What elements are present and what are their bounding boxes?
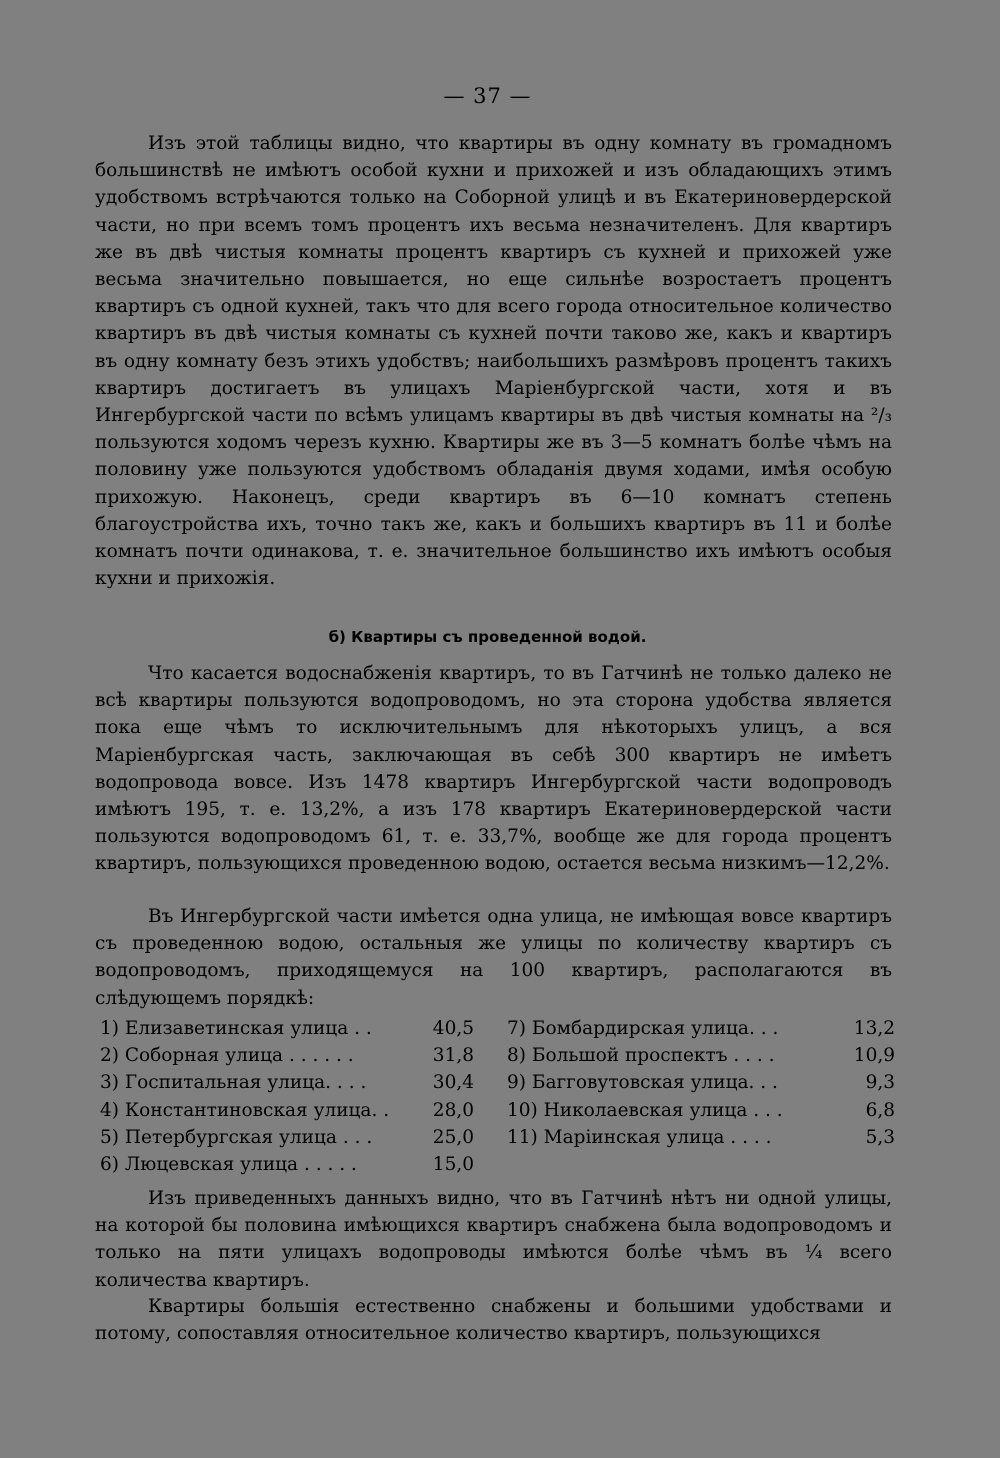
street-name: 4) Константиновская улица. .: [100, 1099, 390, 1121]
street-value: 31,8: [432, 1045, 474, 1067]
street-name: 5) Петербургская улица . . .: [100, 1126, 373, 1148]
paragraph-large-apartments: Квартиры большія естественно снабжены и большими удобствами и потому, сопоставляя относительное количество квартиръ, пользующихся: [95, 1296, 892, 1345]
paragraph-conclusion: Изъ приведенныхъ данныхъ видно, что въ Гатчинѣ нѣтъ ни одной улицы, на которой бы половина имѣющихся квартиръ снабжена была водопроводомъ и только на пяти улицахъ водопроводы имѣются болѣе чѣмъ въ ¼ всего количества квартиръ.: [95, 1188, 892, 1291]
street-value: 10,9: [853, 1045, 895, 1067]
street-name: 7) Бомбардирская улица. . .: [507, 1018, 779, 1039]
street-name: 6) Люцевская улица . . . . .: [100, 1154, 357, 1176]
list-item: [507, 1124, 895, 1151]
street-value: 28,0: [432, 1099, 474, 1121]
list-item: [100, 1042, 474, 1069]
street-name: 8) Большой проспектъ . . . .: [507, 1045, 775, 1067]
paragraph-street-ranking-intro: Въ Ингербургской части имѣется одна улица, не имѣющая вовсе квартиръ съ проведенною водою, остальныя же улицы по количеству квартиръ съ водопроводомъ, приходящемуся на 100 квартиръ, располагаются въ слѣдующемъ порядкѣ:: [95, 906, 892, 1009]
list-item: [507, 1097, 895, 1124]
list-item: [100, 1069, 474, 1096]
street-list-right-column: [507, 1015, 895, 1151]
street-value: 9,3: [865, 1072, 895, 1094]
list-item: [507, 1069, 895, 1096]
street-value: 6,8: [865, 1099, 895, 1121]
street-value: 25,0: [432, 1126, 474, 1148]
street-name: 2) Соборная улица . . . . . .: [100, 1045, 354, 1067]
section-heading: б) Квартиры съ проведенной водой.: [328, 628, 647, 646]
paragraph-water-supply: Что касается водоснабженія квартиръ, то въ Гатчинѣ не только далеко не всѣ квартиры пользуются водопроводомъ, но эта сторона удобства является пока еще чѣмъ то исключительнымъ для нѣкоторыхъ улицъ, а вся Маріенбургская часть, заключающая въ себѣ 300 квартиръ не имѣетъ водопровода вовсе. Изъ 1478 квартиръ Ингербургской части водопроводъ имѣютъ 195, т. е. 13,2%, а изъ 178 квартиръ Екатериновердерской части пользуются водопроводомъ 61, т. е. 33,7%, вообще же для города процентъ квартиръ, пользующихся проведенною водою, остается весьма низкимъ—12,2%.: [95, 663, 892, 875]
street-name: 11) Маріинская улица . . . .: [507, 1126, 772, 1148]
street-name: 1) Елизаветинская улица . .: [100, 1018, 372, 1039]
paragraph-apartment-amenities: Изъ этой таблицы видно, что квартиры въ одну комнату въ громадномъ большинствѣ не имѣютъ особой кухни и прихожей и изъ обладающихъ этимъ удобствомъ встрѣчаются только на Соборной улицѣ и въ Екатериновердерской части, но при всемъ томъ процентъ ихъ весьма незначителенъ. Для квартиръ же въ двѣ чистыя комнаты процентъ квартиръ съ кухней и прихожей уже весьма значительно повышается, но еще сильнѣе возростаетъ процентъ квартиръ съ одной кухней, такъ что для всего города относительное количество квартиръ въ двѣ чистыя комнаты съ кухней почти таково же, какъ и квартиръ въ одну комнату безъ этихъ удобствъ; наибольшихъ размѣровъ процентъ такихъ квартиръ достигаетъ въ улицахъ Маріенбургской части, хотя и въ Ингербургской части по всѣмъ улицамъ квартиры въ двѣ чистыя комнаты на ²/₃ пользуются ходомъ черезъ кухню. Квартиры же въ 3—5 комнатъ болѣе чѣмъ на половину уже пользуются удобствомъ обладанія двумя ходами, имѣя особую прихожую. Наконецъ, среди квартиръ въ 6—10 комнатъ степень благоустройства ихъ, точно такъ же, какъ и большихъ квартиръ въ 11 и болѣе комнатъ почти одинакова, т. е. значительное большинство ихъ имѣютъ особыя кухни и прихожія.: [95, 133, 892, 590]
street-name: 9) Багговутовская улица. . .: [507, 1072, 778, 1094]
street-value: 30,4: [432, 1072, 474, 1094]
street-value: 5,3: [865, 1126, 895, 1148]
list-item: [100, 1097, 474, 1124]
street-value: 15,0: [432, 1154, 474, 1176]
list-item: [100, 1015, 474, 1042]
list-item: [100, 1124, 474, 1151]
list-item: [507, 1015, 895, 1042]
list-item: [507, 1042, 895, 1069]
street-name: 3) Госпитальная улица. . . .: [100, 1072, 367, 1094]
list-item: [100, 1151, 474, 1178]
street-list-left-column: [100, 1015, 474, 1178]
street-name: 10) Николаевская улица . . .: [507, 1099, 783, 1121]
street-value: 40,5: [432, 1018, 474, 1039]
street-value: 13,2: [853, 1018, 895, 1039]
page-number: — 37 —: [443, 84, 532, 108]
